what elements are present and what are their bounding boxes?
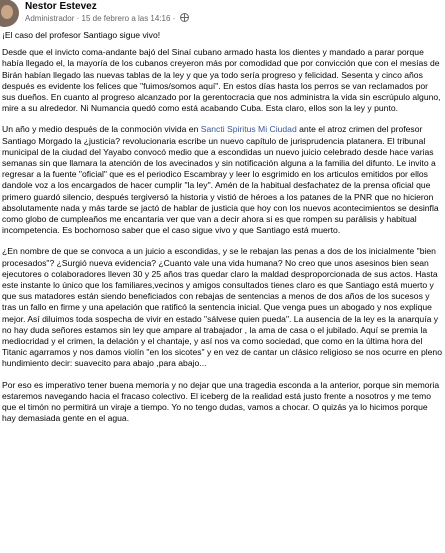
author-name[interactable]: Nestor Estevez — [25, 1, 97, 12]
post-date[interactable]: 15 de febrero a las 14:16 — [81, 14, 171, 23]
paragraph-4: ¿En nombre de que se convoca a un juicio a escondidas, y se le rebajan las penas a dos de los inicialmente "bien procesados"? ¿Surgió nueva evidencia? ¿Cuanto vale una vida humana? No creo que unos asesinos bien sean ejecutores o colaboradores lleven 30 y 25 años tras quedar claro la maldad desproporcionada de sus actos. Hasta este instante lo único que los familiares,vecinos y amigos consultados tienes claro es que Santiago está muerto y que sus matadores están siendo beneficiados con rebajas de sentencias a menos de dos años de los sucesos y tras un fallo en firme y una apelación que ratificó la sentencia inicial. Que venga pues un abogado y nos explique mejor. Así diluimos toda sospecha de vivir en estado "sálvese quien pueda". La ausencia de la ley es la anarquía y no hay duda señores estamos sin ley que ampare al trabajador , la ama de casa o el jubilado. Aquí se premia la mediocridad y el crimen, la delación y el chantaje, y así nos va como sociedad, que como en la última hora del Titanic agarramos y nos damos violín "en los sicotes" y en vez de cantar un clásico religioso se nos ocurre en pleno hundimiento decir: suavecito para abajo ,para abajo... — [2, 246, 442, 369]
avatar[interactable] — [0, 0, 19, 27]
paragraph-3-start: Un año y medio después de la conmoción vivida en — [2, 124, 201, 135]
paragraph-3-end: ante el atroz crimen del profesor Santiago Morgado la ¿justicia? revolucionaria escribe un nuevo capítulo de jurisprudencia platanera. El tribunal municipal de la ciudad del Yayabo convocó medio que a escondidas un nuevo juicio celebrado desde hace varias semanas sin que llamara la atención de los avecinados y sin notificación alguna a la familia del difunto. Le invito a regresar a la fuente "oficial" que es el periodico Escambray y leer lo esgrimido en los articulos emitidos por ellos dandole voz a los encargados de hacer cumplir "la ley". Amén de la habitual desfachatez de la prensa oficial que primero guardó silencio, después tergiversó la historia y vistió de héroes a los patanes de la PNR que no hicieron absolutamente nada y más tarde se jactó de hablar de justicia que hoy con los nuevos acontecimientos se desinfla como globo de cumpleaños me encantaria ver que van a decir ahora si es que rompen su parálisis y habitual incompetencia. Es bochornoso saber que el caso sigue vivo y que Santiago está muerto. — [2, 124, 439, 236]
paragraph-3 — [2, 124, 442, 236]
post-body — [2, 30, 442, 435]
paragraph-1: ¡El caso del profesor Santiago sigue vivo! — [2, 30, 161, 40]
post-meta — [25, 13, 189, 23]
globe-icon — [180, 13, 189, 22]
post-header — [0, 0, 445, 34]
meta-separator-2: · — [172, 14, 176, 23]
page-link[interactable]: Sancti Spiritus Mi Ciudad — [200, 124, 297, 135]
meta-separator: · — [76, 14, 80, 23]
avatar-face — [1, 5, 13, 19]
author-role: Administrador — [25, 14, 75, 23]
paragraph-5: Por eso es imperativo tener buena memoria y no dejar que una tragedia esconda a la anterior, porque sin memoria estaremos navegando hacia el fracaso colectivo. El iceberg de la realidad está justo frente a nosotros y me temo que el timón no permitirá un viraje a tiempo. Yo no tengo dudas, vamos a chocar. O quizás ya lo hicimos porque hay demasiada gente en el agua. — [2, 379, 440, 424]
paragraph-2: Desde que el invicto coma-andante bajó del Sinaí cubano armado hasta los dientes y mandado a parar porque había llegado el, la mayoría de los cubanos creyeron más por comodidad que por convicción que con el mesías de Birán habían llegado las nuevas tablas de la ley y que ya todo sería progreso y felicidad. Sesenta y cinco años después es evidente los felices que "fuimos/somos aquí". En estos días hasta los perros se van reclamados por sus dueños. En cuanto al progreso alcanzado por la gerentocracia que nos administra la vida sin escrúpulo alguno, mire a su alrededor. Ni Numancia quedó como está acabando Cuba. Esta claro, ellos son la ley y punto. — [2, 47, 441, 114]
